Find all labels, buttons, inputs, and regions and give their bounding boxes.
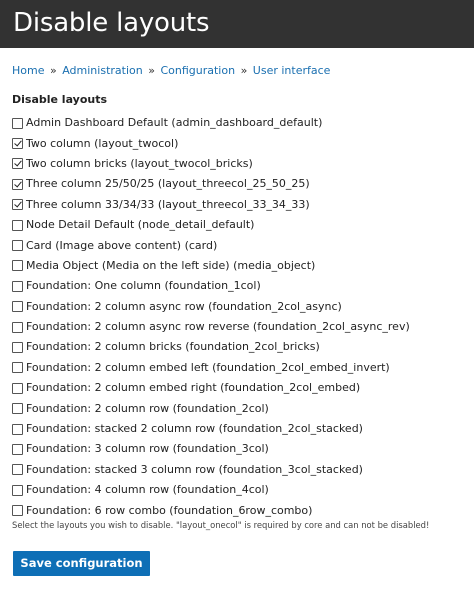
layout-checkbox[interactable] bbox=[12, 240, 23, 251]
breadcrumb-separator: » bbox=[240, 64, 248, 77]
layout-option-label: Foundation: 3 column row (foundation_3col) bbox=[26, 442, 269, 456]
layout-checkbox[interactable] bbox=[12, 158, 23, 169]
layout-checkbox[interactable] bbox=[12, 220, 23, 231]
layout-option-label: Foundation: One column (foundation_1col) bbox=[26, 279, 261, 293]
layout-option[interactable] bbox=[12, 174, 472, 194]
layout-option-label: Foundation: 4 column row (foundation_4col) bbox=[26, 483, 269, 497]
layout-option-label: Two column (layout_twocol) bbox=[26, 136, 179, 150]
layout-option-label: Foundation: 2 column async row (foundation_2col_async) bbox=[26, 299, 342, 313]
layout-option[interactable] bbox=[12, 317, 472, 337]
layout-option-label: Foundation: 6 row combo (foundation_6row_combo) bbox=[26, 503, 313, 517]
layout-checkbox[interactable] bbox=[12, 342, 23, 353]
layout-option-label: Foundation: 2 column embed left (foundation_2col_embed_invert) bbox=[26, 360, 390, 374]
layout-checkbox[interactable] bbox=[12, 424, 23, 435]
field-description: Select the layouts you wish to disable. "layout_onecol" is required by core and can not be disabled! bbox=[12, 520, 430, 530]
page-title: Disable layouts bbox=[13, 8, 210, 38]
layout-checkbox[interactable] bbox=[12, 383, 23, 394]
layout-option[interactable] bbox=[12, 439, 472, 459]
layout-option[interactable] bbox=[12, 215, 472, 235]
layout-option[interactable] bbox=[12, 195, 472, 215]
layout-checkbox[interactable] bbox=[12, 301, 23, 312]
layout-option[interactable] bbox=[12, 460, 472, 480]
breadcrumb-link-administration[interactable]: Administration bbox=[62, 64, 143, 77]
breadcrumb-separator: » bbox=[148, 64, 155, 77]
breadcrumb bbox=[12, 64, 330, 78]
layout-option[interactable] bbox=[12, 337, 472, 357]
layout-option[interactable] bbox=[12, 276, 472, 296]
layout-option-label: Foundation: stacked 3 column row (foundation_3col_stacked) bbox=[26, 462, 363, 476]
layout-checkbox[interactable] bbox=[12, 485, 23, 496]
layout-checkbox-list bbox=[12, 113, 472, 521]
layout-checkbox[interactable] bbox=[12, 403, 23, 414]
layout-option[interactable] bbox=[12, 113, 472, 133]
layout-option[interactable] bbox=[12, 419, 472, 439]
layout-checkbox[interactable] bbox=[12, 362, 23, 373]
breadcrumb-link-configuration[interactable]: Configuration bbox=[160, 64, 236, 77]
layout-option-label: Admin Dashboard Default (admin_dashboard_default) bbox=[26, 116, 323, 130]
layout-checkbox[interactable] bbox=[12, 260, 23, 271]
save-configuration-button[interactable]: Save configuration bbox=[13, 551, 150, 576]
layout-checkbox[interactable] bbox=[12, 138, 23, 149]
layout-option-label: Foundation: 2 column bricks (foundation_2col_bricks) bbox=[26, 340, 320, 354]
breadcrumb-link-home[interactable]: Home bbox=[12, 64, 45, 77]
layout-checkbox[interactable] bbox=[12, 464, 23, 475]
layout-option-label: Card (Image above content) (card) bbox=[26, 238, 218, 252]
layout-checkbox[interactable] bbox=[12, 199, 23, 210]
layout-checkbox[interactable] bbox=[12, 444, 23, 455]
layout-option[interactable] bbox=[12, 398, 472, 418]
layout-option-label: Node Detail Default (node_detail_default) bbox=[26, 218, 255, 232]
layout-option[interactable] bbox=[12, 235, 472, 255]
layout-checkbox[interactable] bbox=[12, 179, 23, 190]
layout-option-label: Three column 25/50/25 (layout_threecol_25_50_25) bbox=[26, 177, 310, 191]
layout-option-label: Foundation: 2 column embed right (foundation_2col_embed) bbox=[26, 381, 361, 395]
layout-option-label: Foundation: 2 column async row reverse (foundation_2col_async_rev) bbox=[26, 320, 410, 334]
layout-option[interactable] bbox=[12, 133, 472, 153]
layout-checkbox[interactable] bbox=[12, 118, 23, 129]
breadcrumb-separator: » bbox=[49, 64, 57, 77]
layout-option-label: Foundation: 2 column row (foundation_2col) bbox=[26, 401, 269, 415]
layout-option[interactable] bbox=[12, 378, 472, 398]
layout-checkbox[interactable] bbox=[12, 281, 23, 292]
layout-option[interactable] bbox=[12, 480, 472, 500]
layout-option[interactable] bbox=[12, 297, 472, 317]
layout-option-label: Foundation: stacked 2 column row (foundation_2col_stacked) bbox=[26, 422, 363, 436]
layout-option[interactable] bbox=[12, 256, 472, 276]
layout-checkbox[interactable] bbox=[12, 322, 23, 333]
fieldset-title: Disable layouts bbox=[12, 93, 108, 106]
layout-option-label: Three column 33/34/33 (layout_threecol_33_34_33) bbox=[26, 197, 310, 211]
layout-option-label: Media Object (Media on the left side) (media_object) bbox=[26, 258, 316, 272]
breadcrumb-link-user-interface[interactable]: User interface bbox=[252, 64, 331, 77]
page-header bbox=[0, 0, 474, 48]
layout-checkbox[interactable] bbox=[12, 505, 23, 516]
layout-option[interactable] bbox=[12, 358, 472, 378]
layout-option[interactable] bbox=[12, 154, 472, 174]
layout-option[interactable] bbox=[12, 500, 472, 520]
layout-option-label: Two column bricks (layout_twocol_bricks) bbox=[26, 156, 253, 170]
